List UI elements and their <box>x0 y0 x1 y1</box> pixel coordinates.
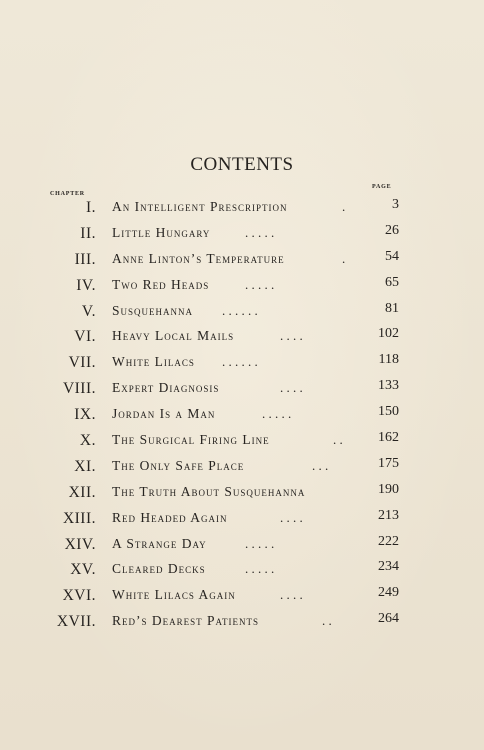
leader-dots: . . . . . <box>262 406 292 422</box>
toc-entry <box>0 585 484 611</box>
chapter-number: VIII. <box>62 380 96 398</box>
toc-entry <box>0 456 484 482</box>
chapter-title: Red Headed Again <box>112 509 228 525</box>
chapter-number: XIV. <box>64 535 96 553</box>
page-number: 102 <box>378 326 399 342</box>
page-number: 118 <box>378 352 399 368</box>
toc-entry <box>0 223 484 249</box>
page-number: 54 <box>385 248 399 264</box>
leader-dots: . <box>342 199 346 214</box>
chapter-number: IV. <box>76 276 96 294</box>
chapter-number: XIII. <box>62 509 96 527</box>
page-number: 81 <box>385 300 399 316</box>
page-number: 234 <box>378 559 399 575</box>
toc-entry <box>0 508 484 534</box>
leader-dots: . . . . . . <box>222 354 258 370</box>
chapter-number: VII. <box>68 354 96 372</box>
chapter-number: XVII. <box>56 613 96 631</box>
page-column-label: PAGE <box>372 184 392 190</box>
page-number: 162 <box>378 430 399 446</box>
page-number: 133 <box>378 378 399 394</box>
chapter-title: Expert Diagnosis <box>112 380 220 396</box>
page-number: 190 <box>378 481 399 497</box>
table-of-contents <box>0 197 484 637</box>
page-number: 222 <box>378 533 399 549</box>
chapter-number: III. <box>74 250 96 268</box>
toc-entry <box>0 249 484 275</box>
contents-heading: CONTENTS <box>190 154 294 175</box>
chapter-title: White Lilacs <box>112 354 195 370</box>
leader-dots: . . . . . <box>245 535 275 551</box>
leader-dots: . . . . <box>280 587 303 603</box>
chapter-title: Heavy Local Mails <box>112 328 235 344</box>
chapter-title: The Truth About Susquehanna <box>112 483 306 499</box>
chapter-title: Jordan Is a Man <box>112 406 216 422</box>
chapter-title: Cleared Decks <box>112 561 206 577</box>
chapter-number: V. <box>81 302 96 320</box>
toc-entry <box>0 352 484 378</box>
page-number: 3 <box>392 197 399 212</box>
leader-dots: . . . . <box>280 509 303 525</box>
page-number: 26 <box>385 222 399 238</box>
chapter-title: The Only Safe Place <box>112 457 245 473</box>
chapter-number: VI. <box>74 328 96 346</box>
chapter-title: An Intelligent Prescription <box>112 199 288 214</box>
leader-dots: . . . . <box>280 380 303 396</box>
toc-entry <box>0 275 484 301</box>
chapter-number: XII. <box>68 483 96 501</box>
chapter-title: Anne Linton’s Temperature <box>112 250 285 266</box>
chapter-number: X. <box>79 432 96 450</box>
page-number: 249 <box>378 585 399 601</box>
toc-entry <box>0 430 484 456</box>
toc-entry <box>0 482 484 508</box>
page-number: 65 <box>385 274 399 290</box>
chapter-title: Two Red Heads <box>112 276 210 292</box>
leader-dots: . . . <box>312 457 329 473</box>
chapter-title: Red’s Dearest Patients <box>112 613 260 629</box>
toc-entry <box>0 534 484 560</box>
leader-dots: . <box>342 250 346 266</box>
leader-dots: . . . . . <box>245 224 275 240</box>
page-number: 264 <box>378 611 399 627</box>
toc-entry <box>0 301 484 327</box>
leader-dots: . . . . . <box>245 561 275 577</box>
toc-entry <box>0 197 484 223</box>
page-number: 213 <box>378 507 399 523</box>
chapter-number: XVI. <box>62 587 96 605</box>
chapter-title: White Lilacs Again <box>112 587 236 603</box>
toc-entry <box>0 326 484 352</box>
toc-entry <box>0 378 484 404</box>
page-number: 150 <box>378 404 399 420</box>
chapter-column-label: CHAPTER <box>50 191 85 197</box>
chapter-number: XV. <box>70 561 96 579</box>
leader-dots: . . . . <box>280 328 303 344</box>
leader-dots: . . <box>333 432 343 448</box>
chapter-number: IX. <box>74 406 96 424</box>
toc-entry <box>0 404 484 430</box>
toc-entry <box>0 611 484 637</box>
toc-entry <box>0 559 484 585</box>
chapter-title: Susquehanna <box>112 302 194 318</box>
chapter-number: II. <box>80 224 96 242</box>
leader-dots: . . <box>322 613 332 629</box>
chapter-title: Little Hungary <box>112 224 211 240</box>
chapter-number: XI. <box>74 457 96 475</box>
page-number: 175 <box>378 455 399 471</box>
leader-dots: . . . . . . <box>222 302 258 318</box>
chapter-number: I. <box>85 199 96 216</box>
leader-dots: . . . . . <box>245 276 275 292</box>
chapter-title: A Strange Day <box>112 535 207 551</box>
chapter-title: The Surgical Firing Line <box>112 432 270 448</box>
